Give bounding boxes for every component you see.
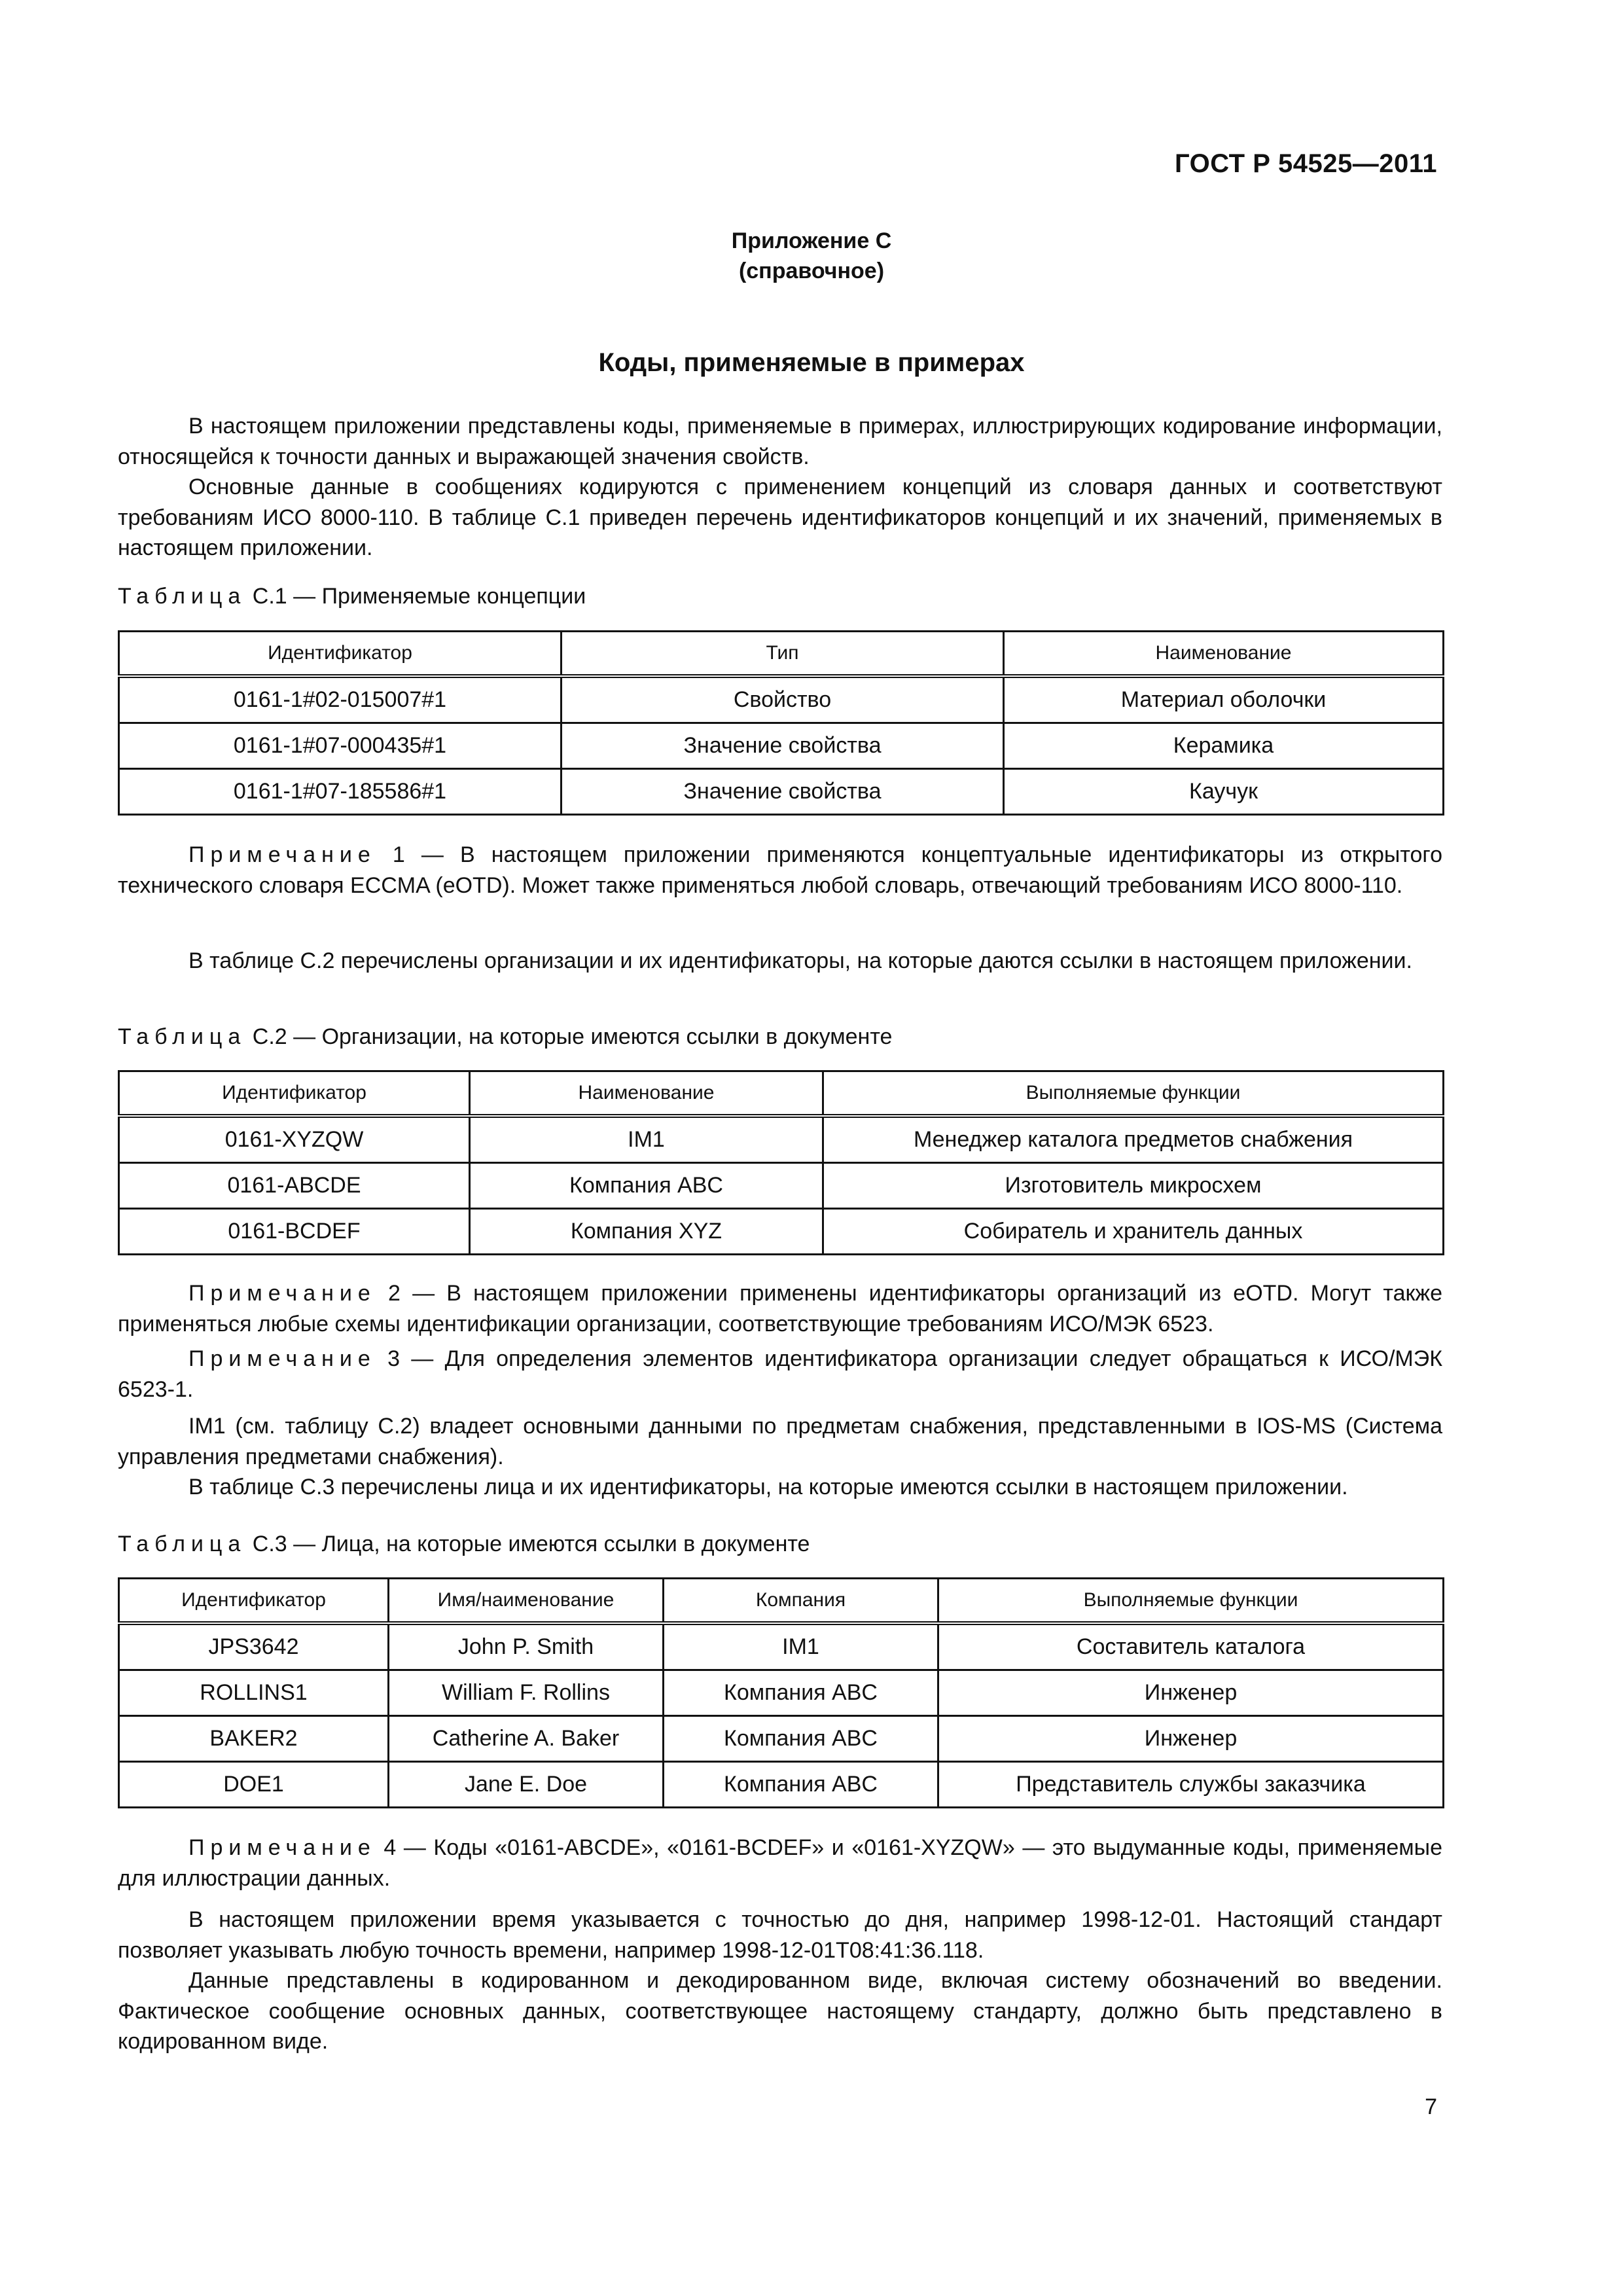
column-header: Идентификатор	[119, 1579, 389, 1624]
table-header-row	[119, 632, 1444, 677]
table-cell: Компания XYZ	[470, 1209, 823, 1255]
table-cell: 0161-XYZQW	[119, 1116, 470, 1163]
table-cell: John P. Smith	[389, 1623, 664, 1670]
note-text: 2 — В настоящем приложении применены идентификаторы организаций из eOTD. Могут также применяться любые схемы идентификации организации, соответствующие требованиям ИСО/МЭК 6523.	[118, 1281, 1443, 1336]
im1-paragraph: IM1 (см. таблицу С.2) владеет основными данными по предметам снабжения, представленными в IOS-MS (Система управления предметами снабжения).	[118, 1414, 1442, 1469]
table-header-row	[119, 1071, 1444, 1117]
page-number: 7	[1425, 2094, 1437, 2119]
note-text: 4 — Коды «0161-ABCDE», «0161-BCDEF» и «0161-XYZQW» — это выдуманные коды, применяемые для иллюстрации данных.	[118, 1835, 1443, 1891]
table-cell: ROLLINS1	[119, 1670, 389, 1716]
column-header: Наименование	[470, 1071, 823, 1117]
table-row	[119, 1163, 1444, 1209]
table-cell: Инженер	[938, 1716, 1444, 1762]
note-4	[118, 1833, 1442, 1893]
table-header-row	[119, 1579, 1444, 1624]
table-cell: Изготовитель микросхем	[823, 1163, 1444, 1209]
closing-paragraph-1: В настоящем приложении время указывается с точностью до дня, например 1998-12-01. Настоящий стандарт позволяет указывать любую точность времени, например 1998-12-01T08:41:36.118.	[118, 1907, 1442, 1963]
table-cell: JPS3642	[119, 1623, 389, 1670]
table3-caption-text: С.3 — Лица, на которые имеются ссылки в документе	[252, 1532, 810, 1556]
table-cell: Компания ABC	[664, 1670, 938, 1716]
table-cell: Свойство	[562, 676, 1004, 723]
table-cell: Материал оболочки	[1004, 676, 1444, 723]
appendix-subtitle: (справочное)	[738, 259, 885, 283]
table-cell: 0161-BCDEF	[119, 1209, 470, 1255]
table-cell: William F. Rollins	[389, 1670, 664, 1716]
im1-text	[118, 1411, 1442, 1503]
column-header: Выполняемые функции	[938, 1579, 1444, 1624]
intro-text	[118, 411, 1442, 564]
table-cell: Компания ABC	[470, 1163, 823, 1209]
note-label: Примечание	[188, 1281, 376, 1306]
table-row	[119, 676, 1444, 723]
table-row	[119, 1623, 1444, 1670]
table2-caption-label: Таблица	[118, 1024, 247, 1049]
table-cell: 0161-1#02-015007#1	[119, 676, 562, 723]
column-header: Тип	[562, 632, 1004, 677]
table2-caption-text: С.2 — Организации, на которые имеются ссылки в документе	[252, 1024, 893, 1049]
table-cell: 0161-1#07-000435#1	[119, 723, 562, 769]
appendix-title: Приложение С	[731, 228, 892, 253]
table-cell: 0161-1#07-185586#1	[119, 769, 562, 815]
table3-caption	[118, 1532, 810, 1557]
column-header: Идентификатор	[119, 632, 562, 677]
note-label: Примечание	[188, 1835, 376, 1860]
column-header: Выполняемые функции	[823, 1071, 1444, 1117]
table-cell: Керамика	[1004, 723, 1444, 769]
table1-caption-text: С.1 — Применяемые концепции	[252, 584, 586, 609]
table-row	[119, 723, 1444, 769]
intro-paragraph-1: В настоящем приложении представлены коды, применяемые в примерах, иллюстрирующих кодирование информации, относящейся к точности данных и выражающей значения свойств.	[118, 414, 1442, 469]
table2-intro-paragraph: В таблице С.2 перечислены организации и их идентификаторы, на которые даются ссылки в настоящем приложении.	[188, 948, 1412, 973]
closing-paragraph-2: Данные представлены в кодированном и декодированном виде, включая систему обозначений во введении. Фактическое сообщение основных данных, соответствующее настоящему стандарту, должно быть представлено в кодированном виде.	[118, 1968, 1442, 2054]
table-cell: Catherine A. Baker	[389, 1716, 664, 1762]
note-1	[118, 840, 1442, 901]
table-cell: Каучук	[1004, 769, 1444, 815]
table-cell: 0161-ABCDE	[119, 1163, 470, 1209]
table-concepts	[118, 630, 1444, 816]
table-row	[119, 1209, 1444, 1255]
table-cell: IM1	[664, 1623, 938, 1670]
table-row	[119, 1670, 1444, 1716]
table-cell: Составитель каталога	[938, 1623, 1444, 1670]
column-header: Идентификатор	[119, 1071, 470, 1117]
note-text: 1 — В настоящем приложении применяются концептуальные идентификаторы из открытого технического словаря ECCMA (eOTD). Может также применяться любой словарь, отвечающий требованиям ИСО 8000-110.	[118, 842, 1442, 898]
table-cell: Компания ABC	[664, 1762, 938, 1808]
note-text: 3 — Для определения элементов идентификатора организации следует обращаться к ИСО/МЭК 6523-1.	[118, 1346, 1442, 1402]
table1-caption-label: Таблица	[118, 584, 247, 609]
note-3	[118, 1344, 1442, 1405]
column-header: Имя/наименование	[389, 1579, 664, 1624]
note-2	[118, 1278, 1442, 1339]
table-cell: Значение свойства	[562, 769, 1004, 815]
column-header: Компания	[664, 1579, 938, 1624]
appendix-heading	[0, 226, 1623, 286]
table-row	[119, 769, 1444, 815]
intro-paragraph-2: Основные данные в сообщениях кодируются с применением концепций из словаря данных и соответствуют требованиям ИСО 8000-110. В таблице С.1 приведен перечень идентификаторов концепций и их значений, применяемых в настоящем приложении.	[118, 475, 1442, 560]
table-persons	[118, 1577, 1444, 1808]
table-cell: Представитель службы заказчика	[938, 1762, 1444, 1808]
table-cell: Компания ABC	[664, 1716, 938, 1762]
standard-designation: ГОСТ Р 54525—2011	[1175, 149, 1437, 178]
note-label: Примечание	[188, 842, 376, 867]
table2-caption	[118, 1024, 892, 1050]
table-organizations	[118, 1070, 1444, 1255]
table2-intro	[118, 946, 1442, 977]
table-cell: Значение свойства	[562, 723, 1004, 769]
table-cell: DOE1	[119, 1762, 389, 1808]
table-cell: Инженер	[938, 1670, 1444, 1716]
note-label: Примечание	[188, 1346, 376, 1371]
table-row	[119, 1762, 1444, 1808]
table-row	[119, 1716, 1444, 1762]
column-header: Наименование	[1004, 632, 1444, 677]
table3-intro-paragraph: В таблице С.3 перечислены лица и их идентификаторы, на которые имеются ссылки в настоящем приложении.	[188, 1475, 1348, 1499]
table1-caption	[118, 584, 586, 609]
closing-text	[118, 1905, 1442, 2057]
table-cell: BAKER2	[119, 1716, 389, 1762]
table-cell: Jane E. Doe	[389, 1762, 664, 1808]
section-title: Коды, применяемые в примерах	[598, 348, 1025, 377]
table-row	[119, 1116, 1444, 1163]
table-cell: IM1	[470, 1116, 823, 1163]
table-cell: Собиратель и хранитель данных	[823, 1209, 1444, 1255]
table-cell: Менеджер каталога предметов снабжения	[823, 1116, 1444, 1163]
table3-caption-label: Таблица	[118, 1532, 247, 1556]
